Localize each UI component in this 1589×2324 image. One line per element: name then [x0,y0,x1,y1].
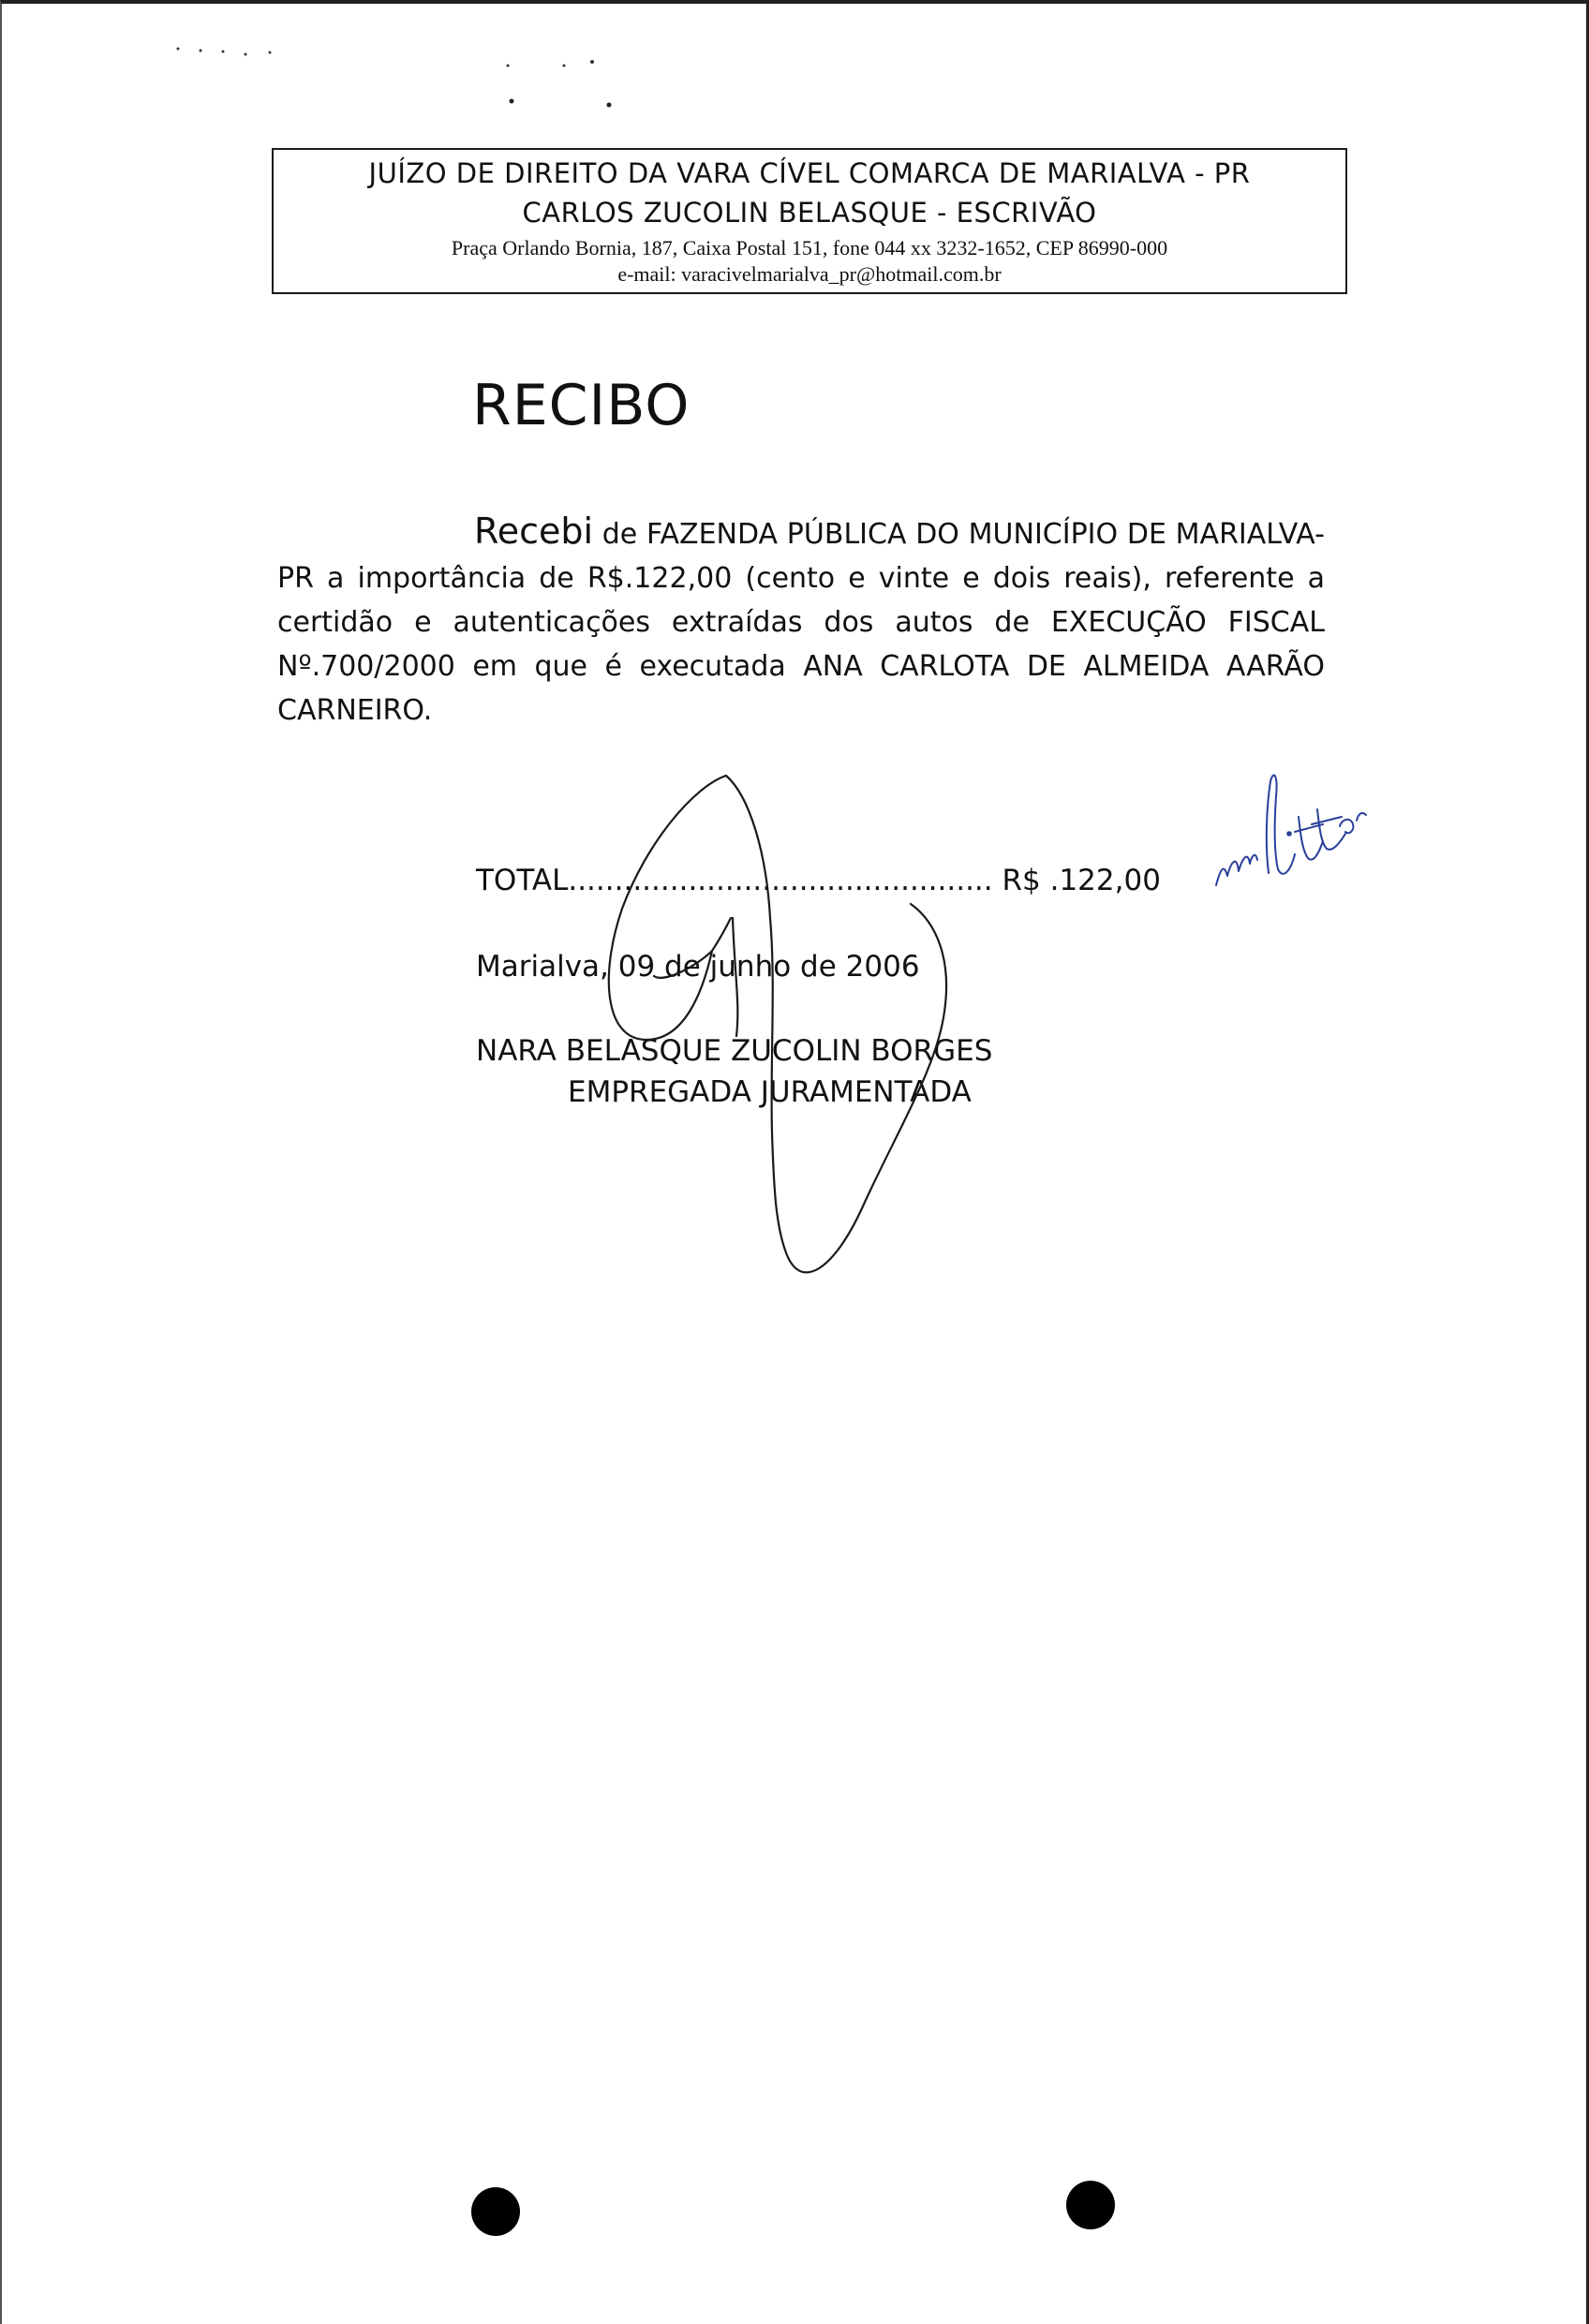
court-email: e-mail: varacivelmarialva_pr@hotmail.com.br [617,262,1002,286]
handwritten-initials [1209,768,1368,918]
signer-role: EMPREGADA JURAMENTADA [568,1075,972,1109]
scan-specks [0,0,1589,150]
court-name: JUÍZO DE DIREITO DA VARA CÍVEL COMARCA DE MARIALVA - PR [368,157,1251,189]
court-address: Praça Orlando Bornia, 187, Caixa Postal 151, fone 044 xx 3232-1652, CEP 86990-000 [451,236,1168,259]
clerk-name: CARLOS ZUCOLIN BELASQUE - ESCRIVÃO [522,197,1097,229]
receipt-body [277,510,1325,733]
punch-hole-left [471,2187,520,2236]
total-amount: TOTAL.............................................. R$ .122,00 [476,864,1161,897]
place-date: Marialva, 09 de junho de 2006 [476,950,920,984]
punch-hole-right [1066,2181,1115,2229]
receipt-body-text: de FAZENDA PÚBLICA DO MUNICÍPIO DE MARIALVA-PR a importância de R$.122,00 (cento e vinte e dois reais), referente a certidão e autenticações extraídas dos autos de EXECUÇÃO FISCAL Nº.700/2000 em que é executada ANA CARLOTA DE ALMEIDA AARÃO CARNEIRO. [277,518,1325,727]
handwritten-signature [562,759,993,1321]
receipt-lead-word: Recebi [474,511,594,552]
signer-name: NARA BELASQUE ZUCOLIN BORGES [476,1034,993,1068]
document-title: RECIBO [472,373,691,438]
court-header [272,148,1347,294]
